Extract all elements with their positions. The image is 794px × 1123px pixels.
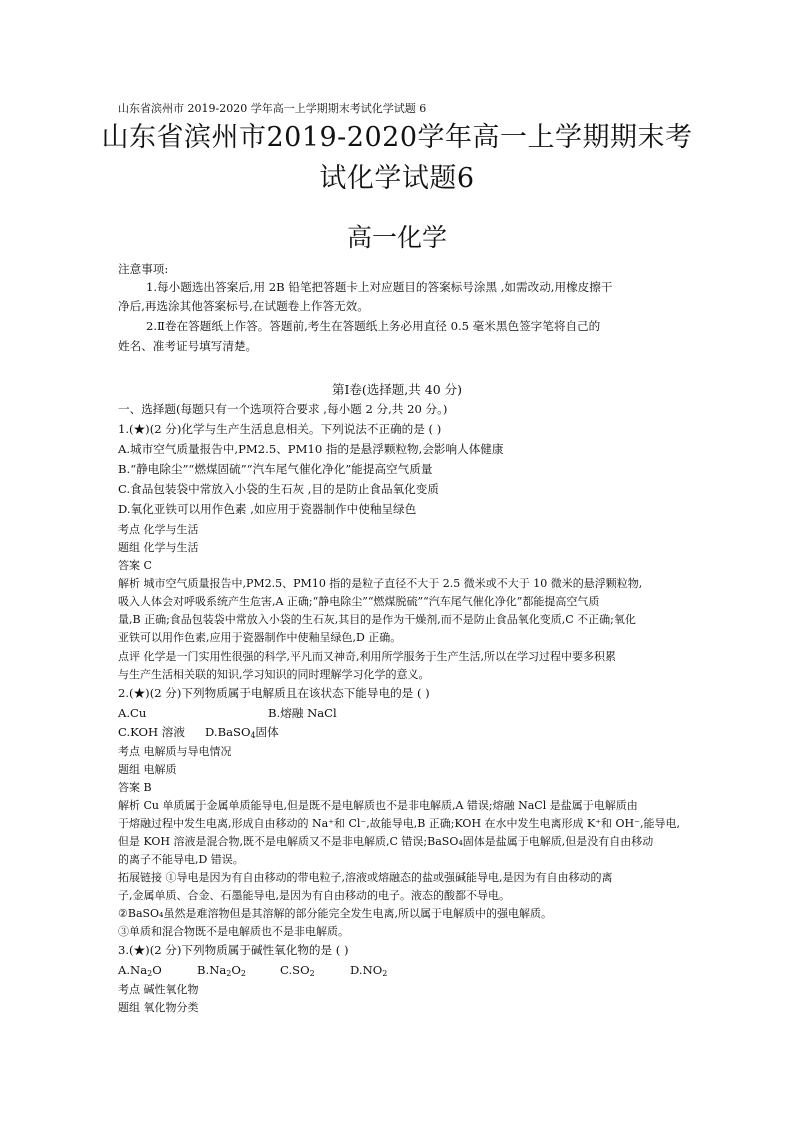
notice-heading: 注意事项:	[118, 262, 169, 276]
q3-option-c: $C.SO_2$	[280, 963, 315, 978]
q2-jiexi-line-4: 的离子不能导电,D 错误。	[118, 853, 244, 866]
q2-option-c: C.KOH 溶液	[118, 725, 185, 739]
q3-tizu: 题组 氧化物分类	[118, 1001, 199, 1014]
q1-option-b: B.“静电除尘”“燃煤固硫”“汽车尾气催化净化”能提高空气质量	[118, 462, 433, 476]
q1-jiexi-line-4: 亚铁可以用作色素,应用于瓷器制作中使釉呈绿色,D 正确。	[118, 631, 402, 644]
q2-option-d: D.BaSO$_4$固体	[205, 725, 279, 740]
q2-tuozhan-line-2: 子,金属单质、合金、石墨能导电,是因为有自由移动的电子。液态的酸都不导电。	[118, 889, 510, 902]
notice-item-2-line-2: 姓名、准考证号填写清楚。	[118, 339, 258, 353]
header-source-line: 山东省滨州市 2019-2020 学年高一上学期期末考试化学试题 6	[118, 102, 427, 115]
q2-option-a: A.Cu	[118, 706, 147, 720]
notice-item-2-line-1: 2.Ⅱ卷在答题纸上作答。答题前,考生在答题纸上务必用直径 0.5 毫米黑色签字笔将自己的	[146, 319, 601, 333]
q2-tuozhan-line-4: ③单质和混合物既不是电解质也不是非电解质。	[118, 925, 349, 938]
q1-jiexi-line-2: 吸入人体会对呼吸系统产生危害,A 正确;“静电除尘”“燃煤脱硫”“汽车尾气催化净化”都能提高空气质	[118, 595, 600, 608]
q1-daan: 答案 C	[118, 559, 152, 572]
q2-jiexi-line-2: 于熔融过程中发生电离,形成自由移动的 Na⁺和 Cl⁻,故能导电,B 正确;KOH 在水中发生电离形成 K⁺和 OH⁻,能导电,	[118, 817, 680, 830]
q1-stem: 1.(★)(2 分)化学与生产生活息息相关。下列说法不正确的是 ( )	[118, 422, 442, 436]
q3-option-a: $A.Na_2O$	[118, 963, 162, 978]
section-intro: 一、选择题(每题只有一个选项符合要求 ,每小题 2 分,共 20 分。)	[118, 402, 448, 416]
q3-option-d: $D.NO_2$	[350, 963, 388, 978]
q3-stem: 3.(★)(2 分)下列物质属于碱性氧化物的是 ( )	[118, 943, 349, 957]
q1-dianping-line-1: 点评 化学是一门实用性很强的科学,平凡而又神奇,利用所学服务于生产生活,所以在学习过程中要多积累	[118, 650, 616, 663]
section-title: 第Ⅰ卷(选择题,共 40 分)	[331, 382, 463, 397]
q2-daan: 答案 B	[118, 781, 152, 794]
q3-kaodian: 考点 碱性氧化物	[118, 983, 199, 996]
q1-option-c: C.食品包装袋中常放入小袋的生石灰 ,目的是防止食品氧化变质	[118, 482, 439, 496]
notice-item-1-line-1: 1.每小题选出答案后,用 2B 铅笔把答题卡上对应题目的答案标号涂黑 ,如需改动,用橡皮擦干	[146, 280, 613, 294]
q1-dianping-line-2: 与生产生活相关联的知识,学习知识的同时理解学习化学的意义。	[118, 668, 430, 681]
q1-tizu: 题组 化学与生活	[118, 541, 199, 554]
q2-tizu: 题组 电解质	[118, 763, 177, 776]
q2-tuozhan-line-3: ②BaSO₄虽然是难溶物但是其溶解的部分能完全发生电离,所以属于电解质中的强电解质。	[118, 907, 552, 920]
q1-jiexi-line-3: 量,B 正确;食品包装袋中常放入小袋的生石灰,其目的是作为干燥剂,而不是防止食品氧化变质,C 不正确;氧化	[118, 613, 636, 626]
q1-kaodian: 考点 化学与生活	[118, 523, 199, 536]
q2-stem: 2.(★)(2 分)下列物质属于电解质且在该状态下能导电的是 ( )	[118, 686, 430, 700]
q2-kaodian: 考点 电解质与导电情况	[118, 745, 232, 758]
q1-option-a: A.城市空气质量报告中,PM2.5、PM10 指的是悬浮颗粒物,会影响人体健康	[118, 442, 504, 456]
subtitle: 高一化学	[346, 223, 447, 252]
q3-option-b: $B.Na_2O_2$	[197, 963, 246, 978]
q1-jiexi-line-1: 解析 城市空气质量报告中,PM2.5、PM10 指的是粒子直径不大于 2.5 微米或不大于 10 微米的悬浮颗粒物,	[118, 577, 643, 590]
q2-jiexi-line-1: 解析 Cu 单质属于金属单质能导电,但是既不是电解质也不是非电解质,A 错误;熔融 NaCl 是盐属于电解质由	[118, 799, 638, 812]
page-title-line-1: 山东省滨州市2019-2020学年高一上学期期末考	[101, 122, 693, 153]
q1-option-d: D.氧化亚铁可以用作色素 ,如应用于瓷器制作中使釉呈绿色	[118, 502, 417, 516]
notice-item-1-line-2: 净后,再选涂其他答案标号,在试题卷上作答无效。	[118, 299, 369, 313]
q2-option-b: B.熔融 NaCl	[268, 706, 337, 720]
page-title-line-2: 试化学试题6	[319, 163, 475, 194]
q2-tuozhan-line-1: 拓展链接 ①导电是因为有自由移动的带电粒子,溶液或熔融态的盐或强碱能导电,是因为有自由移动的离	[118, 871, 613, 884]
q2-jiexi-line-3: 但是 KOH 溶液是混合物,既不是电解质又不是非电解质,C 错误;BaSO₄固体是盐属于电解质,但是没有自由移动	[118, 835, 654, 848]
